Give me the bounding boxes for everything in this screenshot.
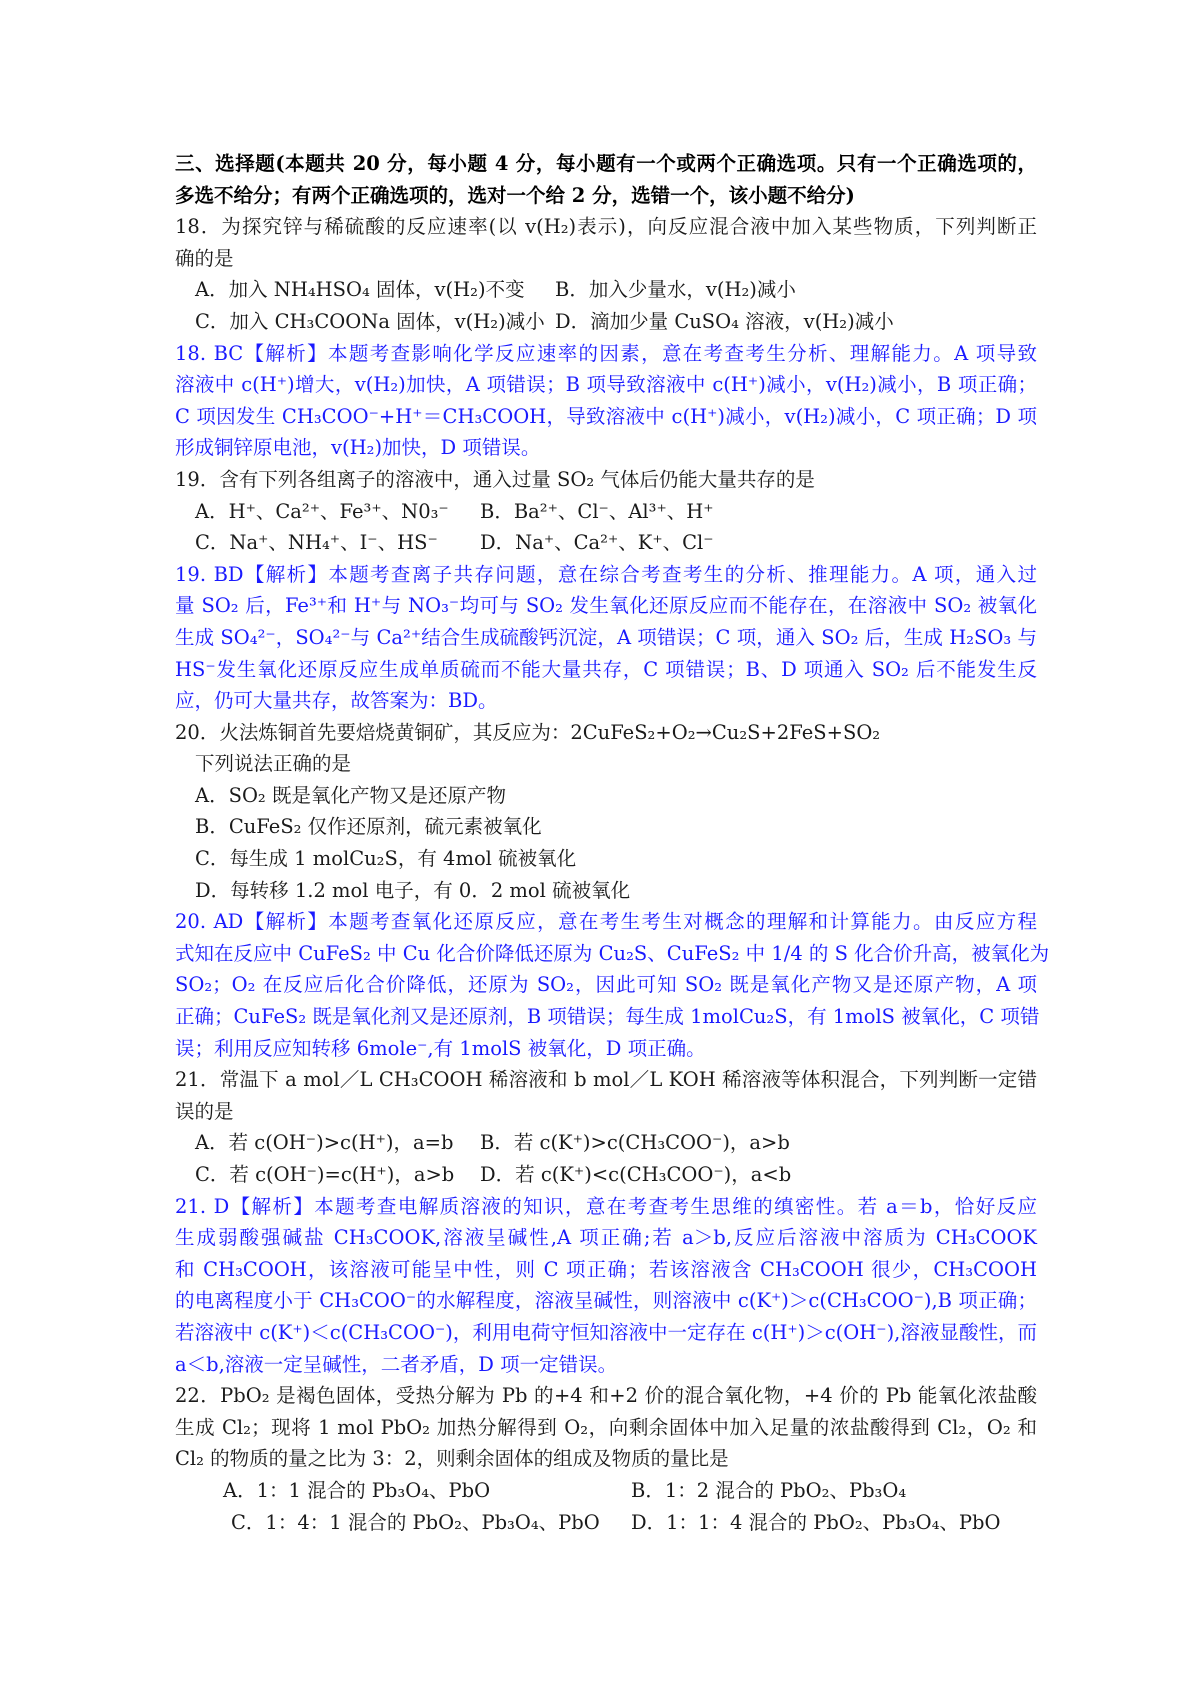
- question-21-answer-cont: 的电离程度小于 CH₃COO⁻的水解程度，溶液呈碱性，则溶液中 c(K⁺)＞c(CH₃COO⁻),B 项正确；: [175, 1289, 1037, 1313]
- question-20-stem: 20．火法炼铜首先要焙烧黄铜矿，其反应为：2CuFeS₂+O₂→Cu₂S+2FeS+SO₂: [175, 720, 881, 744]
- option-a: A．1：1 混合的 Pb₃O₄、PbO: [223, 1478, 491, 1502]
- option-c: C．Na⁺、NH₄⁺、I⁻、HS⁻: [195, 531, 438, 555]
- question-19-options-ab: [175, 496, 1037, 528]
- option-c: C．加入 CH₃COONa 固体，v(H₂)减小: [195, 309, 545, 333]
- question-21-stem: 21．常温下 a mol／L CH₃COOH 稀溶液和 b mol／L KOH 稀溶液等体积混合，下列判断一定错: [175, 1068, 1037, 1092]
- question-18-options-cd: [175, 306, 1037, 338]
- question-18-answer-cont: C 项因发生 CH₃COO⁻+H⁺＝CH₃COOH，导致溶液中 c(H⁺)减小，v(H₂)减小，C 项正确；D 项: [175, 404, 1037, 428]
- question-19-options-cd: [175, 527, 1037, 559]
- option-b: B．1：2 混合的 PbO₂、Pb₃O₄: [631, 1478, 907, 1502]
- option-d: D．Na⁺、Ca²⁺、K⁺、Cl⁻: [480, 531, 714, 555]
- section-title: 三、选择题(本题共 20 分，每小题 4 分，每小题有一个或两个正确选项。只有一个正确选项的，: [175, 152, 1037, 175]
- option-c: C．1：4：1 混合的 PbO₂、Pb₃O₄、PbO: [231, 1510, 600, 1534]
- question-20-answer-cont: SO₂；O₂ 在反应后化合价降低，还原为 SO₂，因此可知 SO₂ 既是氧化产物又是还原产物，A 项: [175, 973, 1037, 997]
- question-22-options-cd: [175, 1507, 1037, 1539]
- question-22-stem-cont: 生成 Cl₂；现将 1 mol PbO₂ 加热分解得到 O₂，向剩余固体中加入足量的浓盐酸得到 Cl₂，O₂ 和: [175, 1415, 1037, 1439]
- option-b: B．CuFeS₂ 仅作还原剂，硫元素被氧化: [195, 815, 542, 839]
- question-22-options-ab: [175, 1475, 1037, 1507]
- question-19-answer-cont: HS⁻发生氧化还原反应生成单质硫而不能大量共存，C 项错误；B、D 项通入 SO₂ 后不能发生反: [175, 657, 1037, 681]
- question-22-stem: 22．PbO₂ 是褐色固体，受热分解为 Pb 的+4 和+2 价的混合氧化物，+4 价的 Pb 能氧化浓盐酸: [175, 1384, 1037, 1408]
- option-a: A．SO₂ 既是氧化产物又是还原产物: [195, 783, 506, 807]
- question-21-answer-cont: 生成弱酸强碱盐 CH₃COOK,溶液呈碱性,A 项正确;若 a＞b,反应后溶液中溶质为 CH₃COOK: [175, 1226, 1037, 1250]
- question-21-answer-cont: 和 CH₃COOH，该溶液可能呈中性，则 C 项正确；若该溶液含 CH₃COOH 很少，CH₃COOH: [175, 1257, 1037, 1281]
- question-20-answer-cont: 误；利用反应知转移 6mole⁻,有 1molS 被氧化，D 项正确。: [175, 1036, 706, 1060]
- document-page: [175, 148, 1050, 1538]
- option-b: B．加入少量水，v(H₂)减小: [555, 278, 796, 302]
- option-d: D．每转移 1.2 mol 电子，有 0．2 mol 硫被氧化: [195, 878, 631, 902]
- question-18-options-ab: [175, 274, 1037, 306]
- question-20-answer: 20. AD【解析】本题考查氧化还原反应，意在考生考生对概念的理解和计算能力。由反应方程: [175, 910, 1037, 934]
- question-19-stem: 19．含有下列各组离子的溶液中，通入过量 SO₂ 气体后仍能大量共存的是: [175, 467, 815, 491]
- question-19-answer-cont: 生成 SO₄²⁻，SO₄²⁻与 Ca²⁺结合生成硫酸钙沉淀，A 项错误；C 项，通入 SO₂ 后，生成 H₂SO₃ 与: [175, 625, 1037, 649]
- option-a: A．H⁺、Ca²⁺、Fe³⁺、N0₃⁻: [195, 499, 449, 523]
- question-21-options-cd: [175, 1159, 1037, 1191]
- option-b: B．Ba²⁺、Cl⁻、Al³⁺、H⁺: [480, 499, 714, 523]
- option-c: C．若 c(OH⁻)=c(H⁺)，a>b: [195, 1163, 455, 1186]
- question-21-answer-cont: 若溶液中 c(K⁺)＜c(CH₃COO⁻)，利用电荷守恒知溶液中一定存在 c(H⁺)＞c(OH⁻),溶液显酸性，而: [175, 1320, 1037, 1344]
- option-d: D．滴加少量 CuSO₄ 溶液，v(H₂)减小: [555, 309, 894, 333]
- question-20-answer-cont: 式知在反应中 CuFeS₂ 中 Cu 化合价降低还原为 Cu₂S、CuFeS₂ 中 1/4 的 S 化合价升高，被氧化为: [175, 941, 1050, 965]
- question-21-stem-cont: 误的是: [175, 1099, 234, 1123]
- question-19-answer-cont: 应，仍可大量共存，故答案为：BD。: [175, 689, 498, 713]
- question-18-answer-cont: 形成铜锌原电池，v(H₂)加快，D 项错误。: [175, 436, 541, 460]
- option-a: A．若 c(OH⁻)>c(H⁺)，a=b: [195, 1131, 454, 1155]
- question-20-answer-cont: 正确；CuFeS₂ 既是氧化剂又是还原剂，B 项错误；每生成 1molCu₂S，有 1molS 被氧化，C 项错: [175, 1005, 1040, 1029]
- option-a: A．加入 NH₄HSO₄ 固体，v(H₂)不变: [195, 278, 525, 302]
- question-18-stem: 18．为探究锌与稀硫酸的反应速率(以 v(H₂)表示)，向反应混合液中加入某些物质，下列判断正: [175, 215, 1037, 239]
- question-19-answer: 19. BD【解析】本题考查离子共存问题，意在综合考查考生的分析、推理能力。A 项，通入过: [175, 562, 1037, 586]
- question-21-answer-cont: a＜b,溶液一定呈碱性，二者矛盾，D 项一定错误。: [175, 1352, 618, 1376]
- question-20-stem-cont: 下列说法正确的是: [195, 752, 352, 776]
- option-c: C．每生成 1 molCu₂S，有 4mol 硫被氧化: [195, 847, 577, 871]
- option-b: B．若 c(K⁺)>c(CH₃COO⁻)，a>b: [480, 1131, 790, 1155]
- option-d: D．1：1：4 混合的 PbO₂、Pb₃O₄、PbO: [631, 1510, 1001, 1534]
- question-18-stem-cont: 确的是: [175, 246, 234, 270]
- question-22-stem-cont: Cl₂ 的物质的量之比为 3：2，则剩余固体的组成及物质的量比是: [175, 1447, 729, 1471]
- section-title-cont: 多选不给分；有两个正确选项的，选对一个给 2 分，选错一个，该小题不给分): [175, 183, 855, 207]
- question-21-answer: 21. D【解析】本题考查电解质溶液的知识，意在考查考生思维的缜密性。若 a＝b，恰好反应: [175, 1194, 1037, 1218]
- option-d: D．若 c(K⁺)<c(CH₃COO⁻)，a<b: [480, 1163, 792, 1186]
- question-19-answer-cont: 量 SO₂ 后，Fe³⁺和 H⁺与 NO₃⁻均可与 SO₂ 发生氧化还原反应而不能存在，在溶液中 SO₂ 被氧化: [175, 594, 1037, 618]
- question-21-options-ab: [175, 1127, 1037, 1159]
- question-18-answer-cont: 溶液中 c(H⁺)增大，v(H₂)加快，A 项错误；B 项导致溶液中 c(H⁺)减小，v(H₂)减小，B 项正确；: [175, 373, 1037, 397]
- question-18-answer: 18. BC【解析】本题考查影响化学反应速率的因素，意在考查考生分析、理解能力。A 项导致: [175, 341, 1037, 365]
